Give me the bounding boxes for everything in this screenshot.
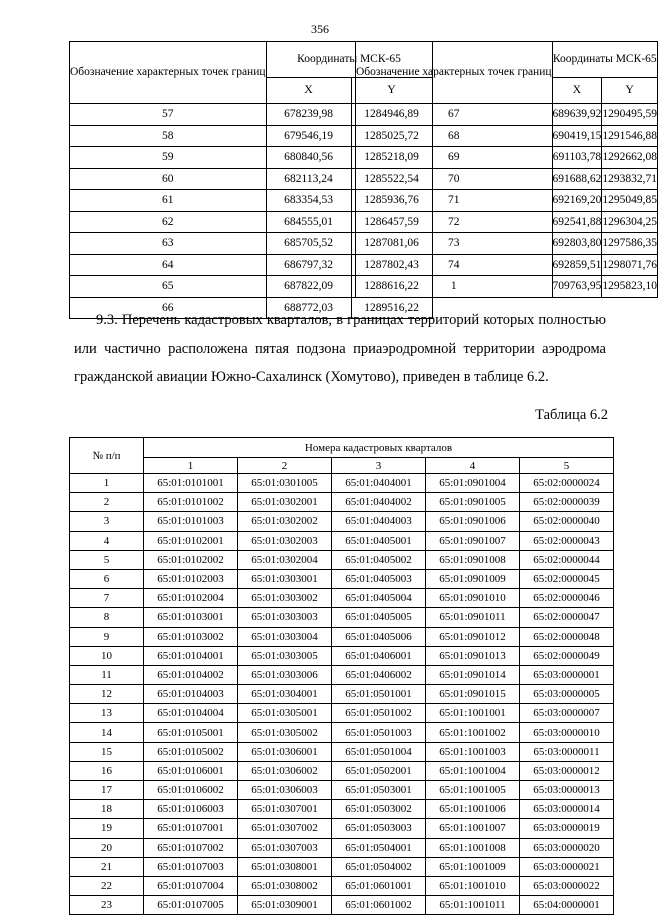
table-cell: 65:03:0000021 bbox=[520, 857, 614, 876]
table-cell: 1288616,22 bbox=[351, 276, 432, 298]
table-cell: 65:01:0901014 bbox=[426, 665, 520, 684]
table-cell: 684555,01 bbox=[266, 211, 351, 233]
table-cell: 65:01:0601002 bbox=[332, 896, 426, 915]
table-cell: 65:01:0405003 bbox=[332, 569, 426, 588]
table-cell: 690419,15 bbox=[552, 125, 602, 147]
table-cell: 65:01:0308001 bbox=[238, 857, 332, 876]
table-cell: 16 bbox=[70, 761, 144, 780]
table-cell: 689639,92 bbox=[552, 104, 602, 126]
table-cell: 65:01:0406002 bbox=[332, 665, 426, 684]
table-cell: 65:01:0307002 bbox=[238, 819, 332, 838]
table-cell: 11 bbox=[70, 665, 144, 684]
table-row bbox=[70, 896, 614, 915]
table-cell: 65:01:0105002 bbox=[144, 742, 238, 761]
table-cell: 65:01:0501001 bbox=[332, 685, 426, 704]
table-cell: 23 bbox=[70, 896, 144, 915]
table-row bbox=[70, 819, 614, 838]
table-cell: 65:01:0501003 bbox=[332, 723, 426, 742]
table-cell: 65:03:0000007 bbox=[520, 704, 614, 723]
table-cell: 18 bbox=[70, 800, 144, 819]
table-cell: 65:01:0104002 bbox=[144, 665, 238, 684]
table-cell: 58 bbox=[70, 125, 267, 147]
table-cell: 65:03:0000020 bbox=[520, 838, 614, 857]
table-row bbox=[356, 211, 658, 233]
table-cell: 65:01:0404002 bbox=[332, 493, 426, 512]
table-cell: 65:01:0901009 bbox=[426, 569, 520, 588]
table-cell: 67 bbox=[356, 104, 553, 126]
table-cell: 74 bbox=[356, 254, 553, 276]
table-cell: 1297586,35 bbox=[602, 233, 658, 255]
header-column-3: 3 bbox=[332, 458, 426, 474]
table-row bbox=[70, 876, 614, 895]
table-row bbox=[70, 781, 614, 800]
table-cell: 65:01:0107001 bbox=[144, 819, 238, 838]
header-column-4: 4 bbox=[426, 458, 520, 474]
coordinates-body-right bbox=[356, 104, 658, 298]
table-row bbox=[70, 723, 614, 742]
table-cell: 65:01:0504002 bbox=[332, 857, 426, 876]
table-cell: 65:03:0000022 bbox=[520, 876, 614, 895]
table-cell: 692859,51 bbox=[552, 254, 602, 276]
table-cell: 65:01:0405005 bbox=[332, 608, 426, 627]
table-cell: 65:01:1001002 bbox=[426, 723, 520, 742]
table-cell: 1298071,76 bbox=[602, 254, 658, 276]
table-cell: 60 bbox=[70, 168, 267, 190]
table-cell: 1285936,76 bbox=[351, 190, 432, 212]
table-cell: 65:01:1001009 bbox=[426, 857, 520, 876]
table-row bbox=[356, 233, 658, 255]
table-row bbox=[70, 608, 614, 627]
table-cell: 65:01:0107005 bbox=[144, 896, 238, 915]
table-cell: 65:01:1001003 bbox=[426, 742, 520, 761]
table-cell: 65:01:0305001 bbox=[238, 704, 332, 723]
table-cell: 5 bbox=[70, 550, 144, 569]
table-cell: 65:01:0303006 bbox=[238, 665, 332, 684]
table-cell: 65:01:0405006 bbox=[332, 627, 426, 646]
table-cell: 1290495,59 bbox=[602, 104, 658, 126]
table-cell: 65:01:0901005 bbox=[426, 493, 520, 512]
table-cell: 65:01:0104001 bbox=[144, 646, 238, 665]
table-cell: 65:01:0405001 bbox=[332, 531, 426, 550]
table-row bbox=[356, 276, 658, 298]
table-cell: 59 bbox=[70, 147, 267, 169]
table-row bbox=[70, 800, 614, 819]
header-column-5: 5 bbox=[520, 458, 614, 474]
header-point-designation: Обозначение характерных точек границ bbox=[70, 42, 267, 104]
table-cell: 65:02:0000044 bbox=[520, 550, 614, 569]
table-cell: 65:01:0302004 bbox=[238, 550, 332, 569]
table-row bbox=[356, 254, 658, 276]
table-cell: 1286457,59 bbox=[351, 211, 432, 233]
table-cell: 65:01:0301005 bbox=[238, 474, 332, 493]
table-cell: 64 bbox=[70, 254, 267, 276]
table-cell: 65:03:0000010 bbox=[520, 723, 614, 742]
table-cell: 65:01:0901013 bbox=[426, 646, 520, 665]
table-row bbox=[70, 665, 614, 684]
table-cell: 65:01:0306003 bbox=[238, 781, 332, 800]
header-coordinates: Координаты МСК-65 bbox=[266, 42, 432, 78]
table-cell: 709763,95 bbox=[552, 276, 602, 298]
table-cell: 65:01:0901010 bbox=[426, 589, 520, 608]
table-cell: 65:01:0303005 bbox=[238, 646, 332, 665]
table-cell: 1292662,08 bbox=[602, 147, 658, 169]
table-cell: 686797,32 bbox=[266, 254, 351, 276]
table-cell: 65:01:0107002 bbox=[144, 838, 238, 857]
table-cell: 65:01:0405004 bbox=[332, 589, 426, 608]
table-cell: 65:01:0107003 bbox=[144, 857, 238, 876]
table-cell: 65:01:0901006 bbox=[426, 512, 520, 531]
table-cell: 65:01:0101001 bbox=[144, 474, 238, 493]
table-cell: 65:01:1001005 bbox=[426, 781, 520, 800]
table-cell: 65:03:0000011 bbox=[520, 742, 614, 761]
table-row bbox=[70, 742, 614, 761]
table-row bbox=[70, 550, 614, 569]
table-cell: 65:01:0303003 bbox=[238, 608, 332, 627]
table-cell: 691688,62 bbox=[552, 168, 602, 190]
header-column-2: 2 bbox=[238, 458, 332, 474]
table-cell: 57 bbox=[70, 104, 267, 126]
table-cell: 65:01:0304001 bbox=[238, 685, 332, 704]
table-cell: 65:01:0103001 bbox=[144, 608, 238, 627]
table-cell: 68 bbox=[356, 125, 553, 147]
table-row bbox=[70, 512, 614, 531]
table-cell: 1 bbox=[70, 474, 144, 493]
table-cell: 692803,80 bbox=[552, 233, 602, 255]
table-cell: 2 bbox=[70, 493, 144, 512]
header-x: X bbox=[266, 78, 351, 104]
table-cell: 66 bbox=[70, 297, 267, 319]
table-cell: 65:02:0000049 bbox=[520, 646, 614, 665]
table-cell: 65:01:0901012 bbox=[426, 627, 520, 646]
table-cell: 692169,20 bbox=[552, 190, 602, 212]
table-cell: 1285218,09 bbox=[351, 147, 432, 169]
table-row bbox=[70, 857, 614, 876]
table-cell: 65:03:0000019 bbox=[520, 819, 614, 838]
paragraph-9-3: 9.3. Перечень кадастровых кварталов, в границах территорий которых полностью или частично расположена пятая подзона приаэродромной территории аэродрома гражданской авиации Южно-Сахалинск (Хомутово), приведен в таблице 6.2. bbox=[74, 312, 606, 385]
table-cell: 1284946,89 bbox=[351, 104, 432, 126]
table-cell: 65:02:0000046 bbox=[520, 589, 614, 608]
table-cell: 65:01:0105001 bbox=[144, 723, 238, 742]
table-cell: 65:01:0102004 bbox=[144, 589, 238, 608]
table-cell: 65:01:0901011 bbox=[426, 608, 520, 627]
table-cell: 65:01:0404001 bbox=[332, 474, 426, 493]
table-cell: 65:01:0503002 bbox=[332, 800, 426, 819]
table-cell: 7 bbox=[70, 589, 144, 608]
table-cell: 65:04:0000001 bbox=[520, 896, 614, 915]
table-row bbox=[356, 147, 658, 169]
table-cell: 1 bbox=[356, 276, 553, 298]
table-cell: 14 bbox=[70, 723, 144, 742]
table-cell: 65:03:0000001 bbox=[520, 665, 614, 684]
table-cell: 65:01:0901007 bbox=[426, 531, 520, 550]
table-cell: 65:01:0306002 bbox=[238, 761, 332, 780]
table-cell: 22 bbox=[70, 876, 144, 895]
table-cell: 65:01:0106002 bbox=[144, 781, 238, 800]
table-cell: 65:01:0405002 bbox=[332, 550, 426, 569]
table-cell: 65:01:0601001 bbox=[332, 876, 426, 895]
header-coordinates: Координаты МСК-65 bbox=[552, 42, 658, 78]
header-x: X bbox=[552, 78, 602, 104]
table-cell: 65:01:0302003 bbox=[238, 531, 332, 550]
table-cell: 65:01:0102001 bbox=[144, 531, 238, 550]
table-cell: 61 bbox=[70, 190, 267, 212]
table-cell: 1287081,06 bbox=[351, 233, 432, 255]
table-cell: 1285025,72 bbox=[351, 125, 432, 147]
table-cell: 65:01:0104004 bbox=[144, 704, 238, 723]
table-cell: 65:02:0000039 bbox=[520, 493, 614, 512]
table-cell: 65:01:0308002 bbox=[238, 876, 332, 895]
table-row bbox=[70, 704, 614, 723]
header-cadastral-numbers: Номера кадастровых кварталов bbox=[144, 438, 614, 458]
table-cell: 1287802,43 bbox=[351, 254, 432, 276]
page-number: 356 bbox=[311, 22, 329, 36]
table-cell: 65:01:0501002 bbox=[332, 704, 426, 723]
header-y: Y bbox=[351, 78, 432, 104]
table-cell: 65:03:0000012 bbox=[520, 761, 614, 780]
table-cell: 1285522,54 bbox=[351, 168, 432, 190]
table-cell: 65:01:0309001 bbox=[238, 896, 332, 915]
table-cell: 683354,53 bbox=[266, 190, 351, 212]
table-cell: 682113,24 bbox=[266, 168, 351, 190]
table-cell: 1293832,71 bbox=[602, 168, 658, 190]
coordinates-table-right bbox=[355, 41, 658, 298]
table-cell: 65:01:1001001 bbox=[426, 704, 520, 723]
table-row bbox=[70, 761, 614, 780]
table-caption: Таблица 6.2 bbox=[535, 407, 608, 423]
table-cell: 15 bbox=[70, 742, 144, 761]
table-cell: 680840,56 bbox=[266, 147, 351, 169]
table-cell: 19 bbox=[70, 819, 144, 838]
table-row bbox=[70, 838, 614, 857]
table-cell: 73 bbox=[356, 233, 553, 255]
table-cell: 65:01:1001011 bbox=[426, 896, 520, 915]
table-cell: 65:01:0501004 bbox=[332, 742, 426, 761]
table-row bbox=[356, 125, 658, 147]
table-cell: 65:01:0104003 bbox=[144, 685, 238, 704]
cadastral-quarters-table bbox=[69, 437, 614, 915]
table-cell: 65:01:0406001 bbox=[332, 646, 426, 665]
table-cell: 65:02:0000047 bbox=[520, 608, 614, 627]
table-cell: 65:01:1001010 bbox=[426, 876, 520, 895]
table-cell: 1295823,10 bbox=[602, 276, 658, 298]
table-cell: 13 bbox=[70, 704, 144, 723]
table-cell: 65:01:0504001 bbox=[332, 838, 426, 857]
table-cell: 65:01:0303001 bbox=[238, 569, 332, 588]
table-cell: 8 bbox=[70, 608, 144, 627]
table-cell: 12 bbox=[70, 685, 144, 704]
table-cell: 72 bbox=[356, 211, 553, 233]
table-cell: 1295049,85 bbox=[602, 190, 658, 212]
table-cell: 65:03:0000013 bbox=[520, 781, 614, 800]
table-row bbox=[70, 493, 614, 512]
table-cell: 65:01:0502001 bbox=[332, 761, 426, 780]
table-cell: 65:01:0102003 bbox=[144, 569, 238, 588]
table-cell: 65:03:0000014 bbox=[520, 800, 614, 819]
table-cell: 65 bbox=[70, 276, 267, 298]
table-cell: 65:01:0303002 bbox=[238, 589, 332, 608]
table-cell: 63 bbox=[70, 233, 267, 255]
table-cell: 691103,78 bbox=[552, 147, 602, 169]
table-cell: 65:01:0303004 bbox=[238, 627, 332, 646]
header-y: Y bbox=[602, 78, 658, 104]
table-cell: 65:01:0102002 bbox=[144, 550, 238, 569]
table-cell: 1291546,88 bbox=[602, 125, 658, 147]
table-cell: 65:01:0103002 bbox=[144, 627, 238, 646]
table-cell: 17 bbox=[70, 781, 144, 800]
table-cell: 65:02:0000040 bbox=[520, 512, 614, 531]
table-row bbox=[70, 685, 614, 704]
table-cell: 65:01:1001007 bbox=[426, 819, 520, 838]
table-cell: 65:01:1001008 bbox=[426, 838, 520, 857]
table-row bbox=[356, 168, 658, 190]
table-cell: 65:01:0306001 bbox=[238, 742, 332, 761]
table-cell: 6 bbox=[70, 569, 144, 588]
table-cell: 685705,52 bbox=[266, 233, 351, 255]
table-cell: 65:01:1001006 bbox=[426, 800, 520, 819]
table-row bbox=[70, 569, 614, 588]
table-cell: 21 bbox=[70, 857, 144, 876]
table-cell: 4 bbox=[70, 531, 144, 550]
table-cell: 692541,88 bbox=[552, 211, 602, 233]
table-row bbox=[70, 646, 614, 665]
table-cell: 65:02:0000043 bbox=[520, 531, 614, 550]
table-cell: 65:01:0101003 bbox=[144, 512, 238, 531]
table-cell: 65:01:0404003 bbox=[332, 512, 426, 531]
table-cell: 69 bbox=[356, 147, 553, 169]
table-cell: 3 bbox=[70, 512, 144, 531]
table-cell: 1296304,25 bbox=[602, 211, 658, 233]
header-point-designation: Обозначение характерных точек границ bbox=[356, 42, 553, 104]
table-cell: 65:02:0000045 bbox=[520, 569, 614, 588]
table-cell: 678239,98 bbox=[266, 104, 351, 126]
table-cell: 688772,03 bbox=[266, 297, 351, 319]
table-row bbox=[356, 104, 658, 126]
table-cell: 65:01:0503001 bbox=[332, 781, 426, 800]
table-cell: 71 bbox=[356, 190, 553, 212]
table-cell: 65:01:0901008 bbox=[426, 550, 520, 569]
table-cell: 20 bbox=[70, 838, 144, 857]
table-cell: 65:01:0101002 bbox=[144, 493, 238, 512]
table-row bbox=[70, 627, 614, 646]
table-cell: 65:01:0107004 bbox=[144, 876, 238, 895]
table-cell: 65:01:0302002 bbox=[238, 512, 332, 531]
table-cell: 9 bbox=[70, 627, 144, 646]
header-column-1: 1 bbox=[144, 458, 238, 474]
table-cell: 65:01:1001004 bbox=[426, 761, 520, 780]
table-cell: 65:01:0503003 bbox=[332, 819, 426, 838]
table-row bbox=[70, 474, 614, 493]
table-cell: 65:01:0307003 bbox=[238, 838, 332, 857]
table-cell: 65:01:0901004 bbox=[426, 474, 520, 493]
table-cell: 1289516,22 bbox=[351, 297, 432, 319]
cadastral-body bbox=[70, 474, 614, 915]
table-cell: 65:01:0106001 bbox=[144, 761, 238, 780]
table-cell: 679546,19 bbox=[266, 125, 351, 147]
table-cell: 65:01:0302001 bbox=[238, 493, 332, 512]
table-cell: 10 bbox=[70, 646, 144, 665]
table-cell: 65:02:0000024 bbox=[520, 474, 614, 493]
table-cell: 65:01:0901015 bbox=[426, 685, 520, 704]
table-row bbox=[70, 589, 614, 608]
table-cell: 65:01:0305002 bbox=[238, 723, 332, 742]
table-cell: 65:03:0000005 bbox=[520, 685, 614, 704]
table-cell: 65:01:0307001 bbox=[238, 800, 332, 819]
table-cell: 687822,09 bbox=[266, 276, 351, 298]
table-cell: 62 bbox=[70, 211, 267, 233]
table-row bbox=[70, 531, 614, 550]
table-cell: 65:02:0000048 bbox=[520, 627, 614, 646]
header-row-number: № п/п bbox=[70, 438, 144, 474]
table-row bbox=[356, 190, 658, 212]
table-cell: 65:01:0106003 bbox=[144, 800, 238, 819]
table-cell: 70 bbox=[356, 168, 553, 190]
